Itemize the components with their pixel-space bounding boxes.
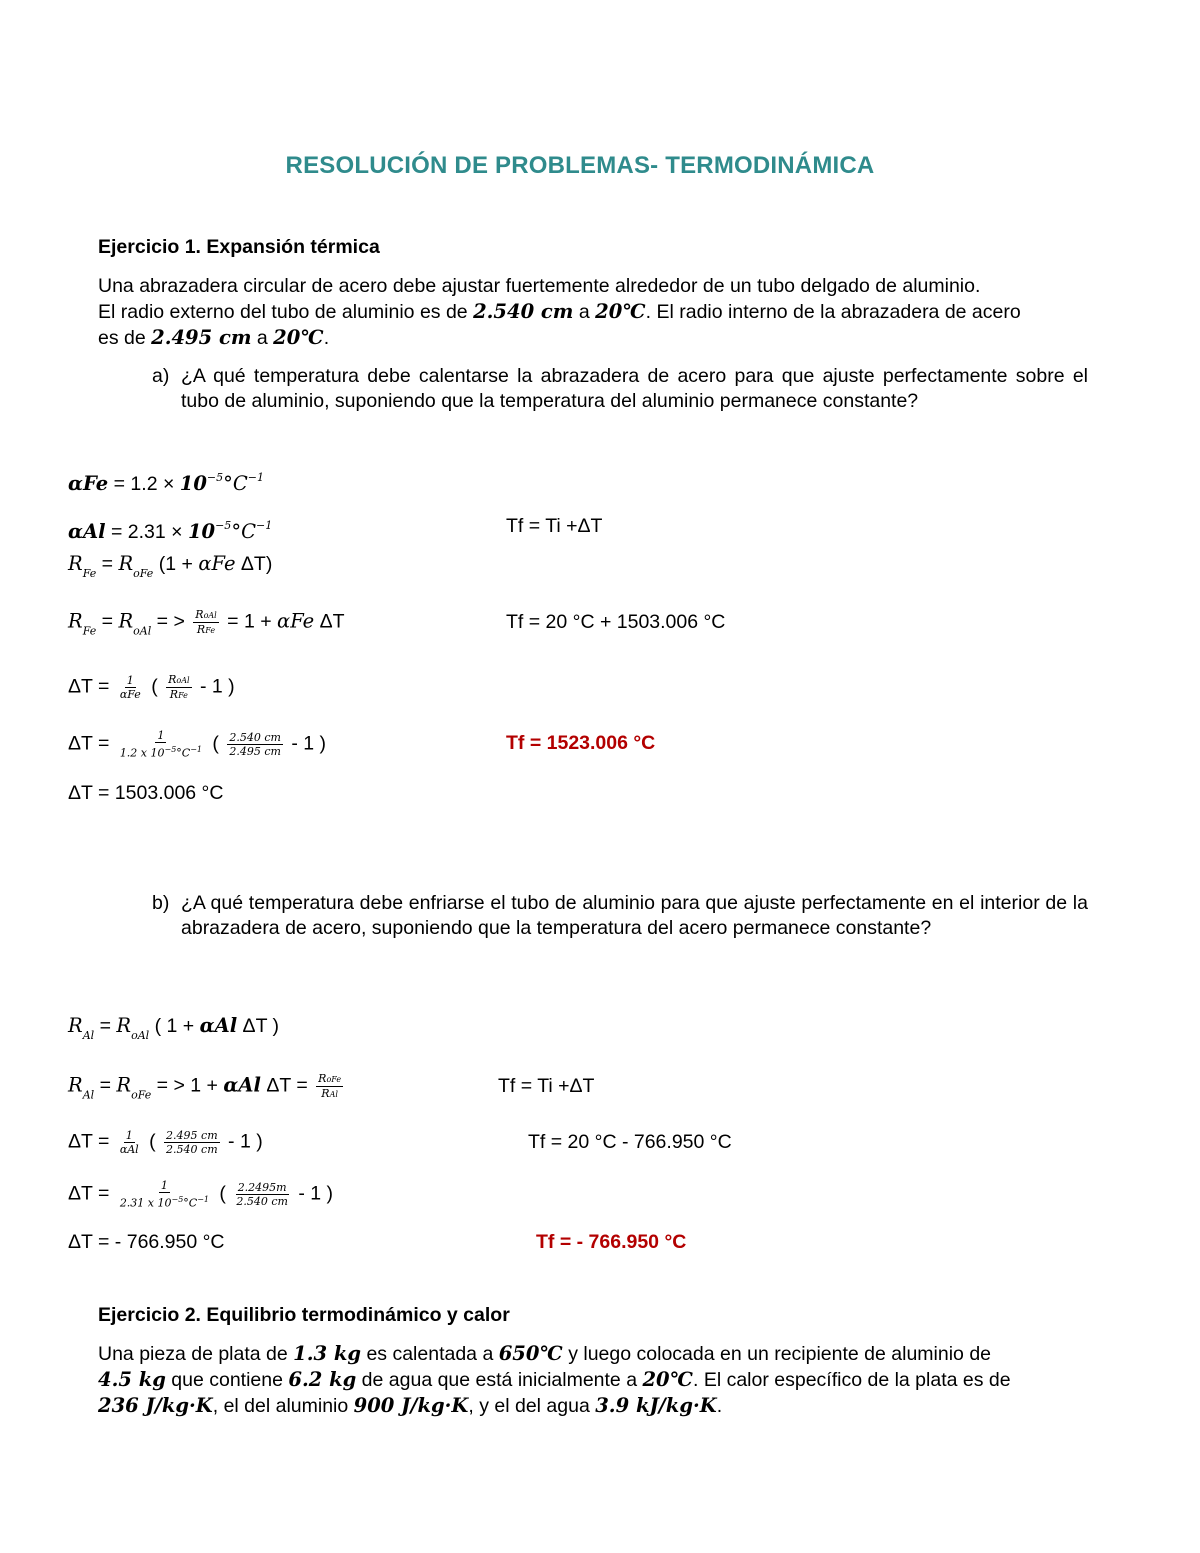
one-over-alpha-value <box>118 729 204 760</box>
radius-fraction <box>234 1181 290 1208</box>
silver-mass: 1.3 kg <box>293 1342 362 1365</box>
ex2-text: . <box>716 1395 723 1417</box>
ex2-line-2 <box>98 1368 1011 1392</box>
ex2-text: Una pieza de plata de <box>98 1343 294 1365</box>
question-b-text: ¿A qué temperatura debe enfriarse el tubo de aluminio para que ajuste perfectamente en el interior de la abrazadera de acero, suponiendo que la temperatura del acero permanece constante? <box>181 892 1088 939</box>
equals: = <box>94 1015 117 1037</box>
tf-result-b: Tf = - 766.950 °C <box>536 1231 687 1253</box>
ratio-fraction <box>166 673 191 702</box>
unit: °C <box>231 520 256 543</box>
denominator <box>118 743 204 760</box>
power-exp: −5 <box>215 519 232 532</box>
numerator <box>166 673 191 688</box>
denominator: 2.540 cm <box>236 1194 288 1208</box>
alpha-fe-line <box>68 466 264 496</box>
numerator: 2.495 cm <box>166 1129 218 1142</box>
delta-t-substitution <box>68 729 326 760</box>
aluminum-mass: 4.5 kg <box>98 1368 166 1391</box>
alpha-al-line <box>68 514 272 544</box>
question-a <box>152 364 1088 414</box>
den-unit: °C <box>176 746 191 760</box>
radius-fe-eq <box>68 552 272 586</box>
minus-one: - 1 ) <box>292 1182 334 1205</box>
one-over-alpha-value <box>118 1179 211 1210</box>
numerator: 1 <box>125 1129 133 1142</box>
equals: = <box>94 1074 117 1097</box>
ex2-text: es calentada a <box>361 1343 499 1365</box>
minus-one: - 1 ) <box>194 675 235 698</box>
ex2-text: . El calor específico de la plata es de <box>692 1369 1011 1391</box>
ex2-text: y luego colocada en un recipiente de aluminio de <box>562 1343 992 1365</box>
numerator: 1 <box>157 729 165 742</box>
r-symbol: R <box>118 552 134 575</box>
water-mass: 6.2 kg <box>288 1368 357 1391</box>
den-text: 2.31 x 10 <box>119 1196 172 1210</box>
alpha-al-symbol: αAl <box>199 1014 238 1037</box>
silver-specific-heat: 236 J/kg·K <box>98 1394 213 1417</box>
delta-t-substitution-b <box>68 1179 333 1210</box>
numerator: 1 <box>160 1179 168 1192</box>
den-unit-exp: −1 <box>197 1195 210 1204</box>
den-unit-exp: −1 <box>190 745 203 754</box>
question-b <box>152 891 1088 941</box>
alpha-fe-symbol: αFe <box>277 609 315 633</box>
subscript: oFe <box>326 1075 342 1084</box>
exercise-1-heading: Ejercicio 1. Expansión térmica <box>98 236 380 258</box>
r-symbol: R <box>116 1073 132 1097</box>
delta-t: ΔT) <box>235 553 273 575</box>
denominator: 2.495 cm <box>229 744 281 758</box>
ex1-text: . El radio interno de la abrazadera de acero <box>645 301 1021 323</box>
alpha-fe-symbol: αFe <box>68 472 109 495</box>
delta-t-left: ΔT = <box>68 732 115 755</box>
numerator: 2.540 cm <box>229 730 281 744</box>
equals: = <box>96 610 119 633</box>
alpha-fe-value: = 1.2 × <box>108 473 180 495</box>
question-a-label: a) <box>152 365 170 387</box>
ex1-temp: 20℃ <box>595 300 646 323</box>
subscript: oAl <box>176 676 190 685</box>
ex1-radius-clamp: 2.495 cm <box>151 326 252 349</box>
numerator: 2.2495m <box>237 1180 287 1194</box>
power-base: 10 <box>187 520 216 543</box>
power-base: 10 <box>179 472 207 495</box>
ex2-text: de agua que está inicialmente a <box>356 1369 643 1391</box>
minus-one: - 1 ) <box>285 732 327 755</box>
radius-ratio-eq-b <box>68 1072 346 1108</box>
tf-result-a: Tf = 1523.006 °C <box>506 732 656 754</box>
unit-exp: −1 <box>247 471 265 484</box>
delta-t-result-a: ΔT = 1503.006 °C <box>68 782 224 804</box>
r-symbol: R <box>118 609 134 633</box>
paren: ( <box>207 732 225 755</box>
subscript: oAl <box>203 611 217 620</box>
r-symbol: R <box>321 1087 330 1100</box>
exercise-2-heading: Ejercicio 2. Equilibrio termodinámico y calor <box>98 1304 510 1326</box>
water-specific-heat: 3.9 kJ/kg·K <box>595 1394 717 1417</box>
paren: ( <box>143 1130 162 1153</box>
radius-fraction <box>164 1129 220 1156</box>
denominator <box>195 623 217 637</box>
subscript: Al <box>82 1029 95 1042</box>
ex1-radius-tube: 2.540 cm <box>473 300 574 323</box>
paren: ( <box>145 675 164 698</box>
radius-ratio-eq <box>68 608 345 644</box>
unit-exp: −1 <box>255 519 273 532</box>
subscript: oFe <box>131 1088 152 1102</box>
r-symbol: R <box>318 1072 327 1085</box>
delta-t-left: ΔT = <box>68 1182 115 1205</box>
implies: = > <box>151 610 191 633</box>
tf-substitution-b: Tf = 20 °C - 766.950 °C <box>528 1131 732 1153</box>
implies: = > 1 + <box>151 1074 224 1097</box>
subscript: oFe <box>133 567 154 580</box>
delta-t-result-b: ΔT = - 766.950 °C <box>68 1231 225 1253</box>
water-temp: 20℃ <box>642 1368 693 1391</box>
subscript: oAl <box>131 1029 150 1042</box>
r-symbol: R <box>68 1014 83 1037</box>
question-a-text: ¿A qué temperatura debe calentarse la abrazadera de acero para que ajuste perfectamente sobre el tubo de aluminio, suponiendo que la temperatura del aluminio permanece constante? <box>181 365 1088 412</box>
ex1-temp: 20℃ <box>273 326 324 349</box>
subscript: Fe <box>82 567 97 580</box>
tf-substitution-a: Tf = 20 °C + 1503.006 °C <box>506 611 726 633</box>
equals: = <box>96 553 119 575</box>
r-symbol: R <box>68 1073 83 1097</box>
numerator: 1 <box>126 674 134 687</box>
power-exp: −5 <box>206 471 224 484</box>
ex1-intro-line-2 <box>98 300 1021 324</box>
ex1-intro-line-1: Una abrazadera circular de acero debe ajustar fuertemente alrededor de un tubo delgado de aluminio. <box>98 275 981 297</box>
r-symbol: R <box>116 1014 132 1037</box>
question-b-label: b) <box>152 892 170 914</box>
delta-t-left: ΔT = <box>68 675 115 698</box>
alpha-al-symbol: αAl <box>68 520 106 543</box>
one-over-alpha <box>118 674 143 701</box>
delta-t: ΔT <box>314 610 345 633</box>
ratio-fraction <box>316 1072 343 1101</box>
numerator <box>316 1072 343 1087</box>
ex1-text: . <box>323 327 330 349</box>
delta-t-formula-b <box>68 1129 263 1156</box>
delta-t-eq: ΔT = <box>260 1074 314 1097</box>
denominator <box>168 688 190 702</box>
alpha-al-symbol: αAl <box>223 1073 261 1097</box>
subscript: Al <box>82 1088 95 1102</box>
paren: ( <box>214 1182 232 1205</box>
den-unit: °C <box>183 1196 198 1210</box>
ex2-line-3 <box>98 1394 722 1418</box>
tf-formula-a: Tf = Ti +ΔT <box>506 515 603 537</box>
r-symbol: R <box>68 552 83 575</box>
alpha-fe-symbol: αFe <box>198 552 236 575</box>
ex1-text: es de <box>98 327 152 349</box>
alpha-al-value: = 2.31 × <box>105 521 188 543</box>
aluminum-specific-heat: 900 J/kg·K <box>353 1394 469 1417</box>
r-symbol: R <box>195 608 204 621</box>
ex2-line-1 <box>98 1342 991 1366</box>
subscript: Fe <box>205 626 216 635</box>
den-exp: −5 <box>171 1195 184 1204</box>
denominator <box>118 1193 211 1210</box>
radius-fraction <box>227 731 283 758</box>
denominator: 2.540 cm <box>166 1143 218 1156</box>
ex1-intro-line-3 <box>98 326 329 350</box>
subscript: oAl <box>133 624 152 638</box>
one-plus: = 1 + <box>221 610 278 633</box>
silver-temp: 650℃ <box>498 1342 563 1365</box>
delta-t: ΔT ) <box>237 1015 280 1037</box>
delta-t-left: ΔT = <box>68 1130 115 1153</box>
ex1-text: El radio externo del tubo de aluminio es de <box>98 301 474 323</box>
ex2-text: que contiene <box>165 1369 289 1391</box>
r-symbol: R <box>196 623 206 636</box>
r-symbol: R <box>68 609 83 633</box>
tf-formula-b: Tf = Ti +ΔT <box>498 1075 595 1097</box>
one-over-alpha <box>118 1129 141 1156</box>
subscript: Al <box>329 1090 338 1099</box>
page-title: RESOLUCIÓN DE PROBLEMAS- TERMODINÁMICA <box>285 152 875 179</box>
minus-one: - 1 ) <box>222 1130 263 1153</box>
den-text: 1.2 x 10 <box>119 746 165 760</box>
unit: °C <box>223 472 248 495</box>
radius-al-eq <box>68 1014 279 1048</box>
r-symbol: R <box>169 688 179 701</box>
subscript: Fe <box>178 691 188 700</box>
ex2-text: , el del aluminio <box>212 1395 354 1417</box>
ex1-text: a <box>251 327 274 349</box>
denominator: αFe <box>119 688 141 701</box>
paren: (1 + <box>153 553 199 575</box>
denominator <box>319 1087 340 1101</box>
ex1-text: a <box>573 301 596 323</box>
r-symbol: R <box>168 673 177 686</box>
denominator: αAl <box>119 1143 139 1156</box>
paren: ( 1 + <box>149 1015 200 1037</box>
delta-t-formula <box>68 673 235 702</box>
ratio-fraction <box>193 608 218 637</box>
subscript: Fe <box>82 624 97 638</box>
den-exp: −5 <box>164 745 177 754</box>
numerator <box>193 608 218 623</box>
ex2-text: , y el del agua <box>468 1395 596 1417</box>
